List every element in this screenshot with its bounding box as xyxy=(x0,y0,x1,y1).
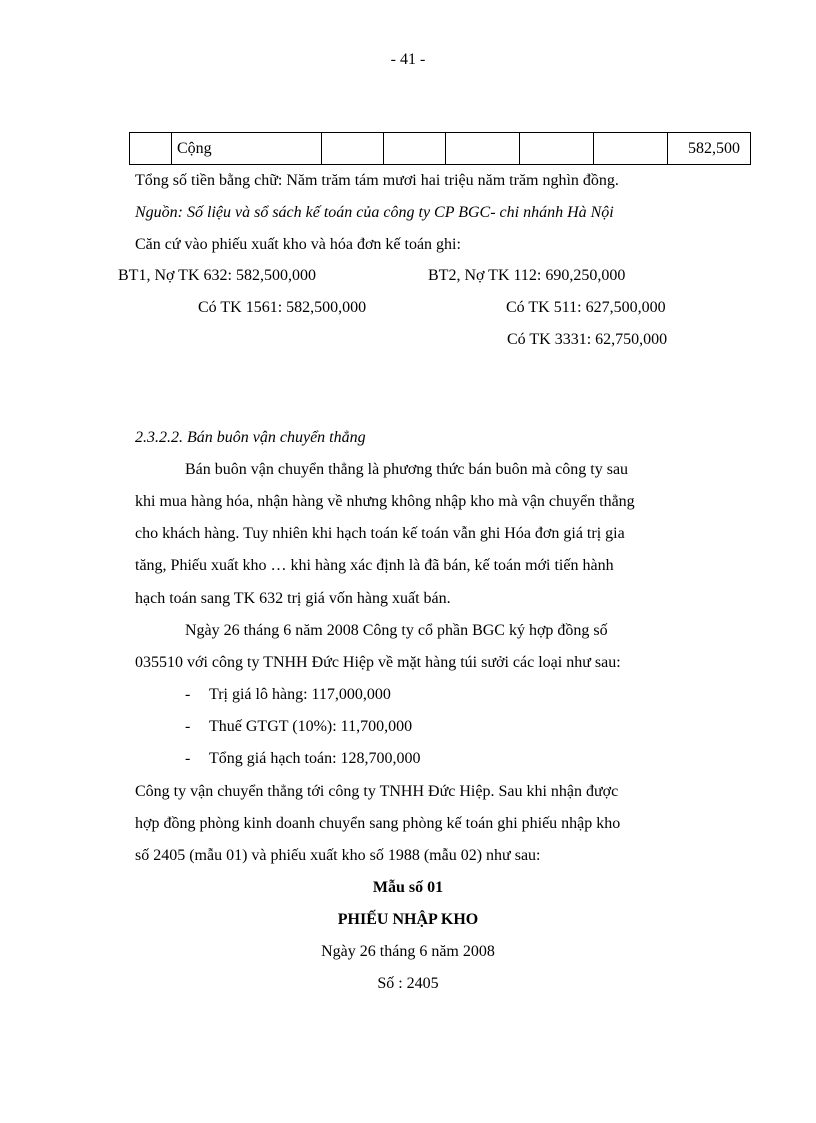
paragraph-line: tăng, Phiếu xuất kho … khi hàng xác định là đã bán, kế toán mới tiến hành xyxy=(135,557,614,574)
bullet-marker: - xyxy=(185,686,191,703)
paragraph-line: số 2405 (mẫu 01) và phiếu xuất kho số 1988 (mẫu 02) như sau: xyxy=(135,847,541,864)
bt1-credit-entry: Có TK 1561: 582,500,000 xyxy=(198,299,367,316)
bt2-debit-entry: BT2, Nợ TK 112: 690,250,000 xyxy=(428,267,626,284)
total-in-words: Tổng số tiền bằng chữ: Năm trăm tám mươi hai triệu năm trăm nghìn đồng. xyxy=(135,172,619,189)
section-heading: 2.3.2.2. Bán buôn vận chuyển thẳng xyxy=(135,429,366,446)
list-item-text: Tổng giá hạch toán: 128,700,000 xyxy=(209,750,421,767)
form-title: PHIẾU NHẬP KHO xyxy=(337,911,479,928)
page-number: - 41 - xyxy=(390,51,426,68)
total-table xyxy=(129,132,751,165)
paragraph-line: Công ty vận chuyển thẳng tới công ty TNHH Đức Hiệp. Sau khi nhận được xyxy=(135,783,619,800)
list-item xyxy=(185,685,391,705)
table-cell xyxy=(446,133,520,165)
table-cell xyxy=(130,133,172,165)
bt2-credit-entry-2: Có TK 3331: 62,750,000 xyxy=(507,331,668,348)
paragraph-line: 035510 với công ty TNHH Đức Hiệp về mặt hàng túi sưởi các loại như sau: xyxy=(135,654,621,671)
table-cell xyxy=(384,133,446,165)
form-number: Số : 2405 xyxy=(377,975,439,992)
bullet-marker: - xyxy=(185,718,191,735)
list-item xyxy=(185,749,421,769)
list-item xyxy=(185,717,412,737)
list-item-text: Trị giá lô hàng: 117,000,000 xyxy=(209,686,391,703)
bt1-debit-entry: BT1, Nợ TK 632: 582,500,000 xyxy=(118,267,316,284)
form-template-label: Mẫu số 01 xyxy=(372,879,444,896)
paragraph-line: khi mua hàng hóa, nhận hàng về nhưng không nhập kho mà vận chuyển thẳng xyxy=(135,493,635,510)
bullet-marker: - xyxy=(185,750,191,767)
total-label-cell: Cộng xyxy=(172,133,322,165)
paragraph-line: Bán buôn vận chuyển thẳng là phương thức bán buôn mà công ty sau xyxy=(185,461,629,478)
paragraph-line: hợp đồng phòng kinh doanh chuyển sang phòng kế toán ghi phiếu nhập kho xyxy=(135,815,621,832)
paragraph-line: Ngày 26 tháng 6 năm 2008 Công ty cổ phần BGC ký hợp đồng số xyxy=(185,622,608,639)
table-row xyxy=(130,133,751,165)
bt2-credit-entry-1: Có TK 511: 627,500,000 xyxy=(506,299,666,316)
intro-line: Căn cứ vào phiếu xuất kho và hóa đơn kế toán ghi: xyxy=(135,236,461,253)
list-item-text: Thuế GTGT (10%): 11,700,000 xyxy=(209,718,413,735)
table-cell xyxy=(322,133,384,165)
total-amount-cell: 582,500 xyxy=(668,133,751,165)
source-note: Nguồn: Số liệu và sổ sách kế toán của công ty CP BGC- chi nhánh Hà Nội xyxy=(135,204,614,221)
paragraph-line: hạch toán sang TK 632 trị giá vốn hàng xuất bán. xyxy=(135,590,451,607)
table-cell xyxy=(520,133,594,165)
table-cell xyxy=(594,133,668,165)
form-date: Ngày 26 tháng 6 năm 2008 xyxy=(321,943,495,960)
paragraph-line: cho khách hàng. Tuy nhiên khi hạch toán kế toán vẫn ghi Hóa đơn giá trị gia xyxy=(135,525,625,542)
